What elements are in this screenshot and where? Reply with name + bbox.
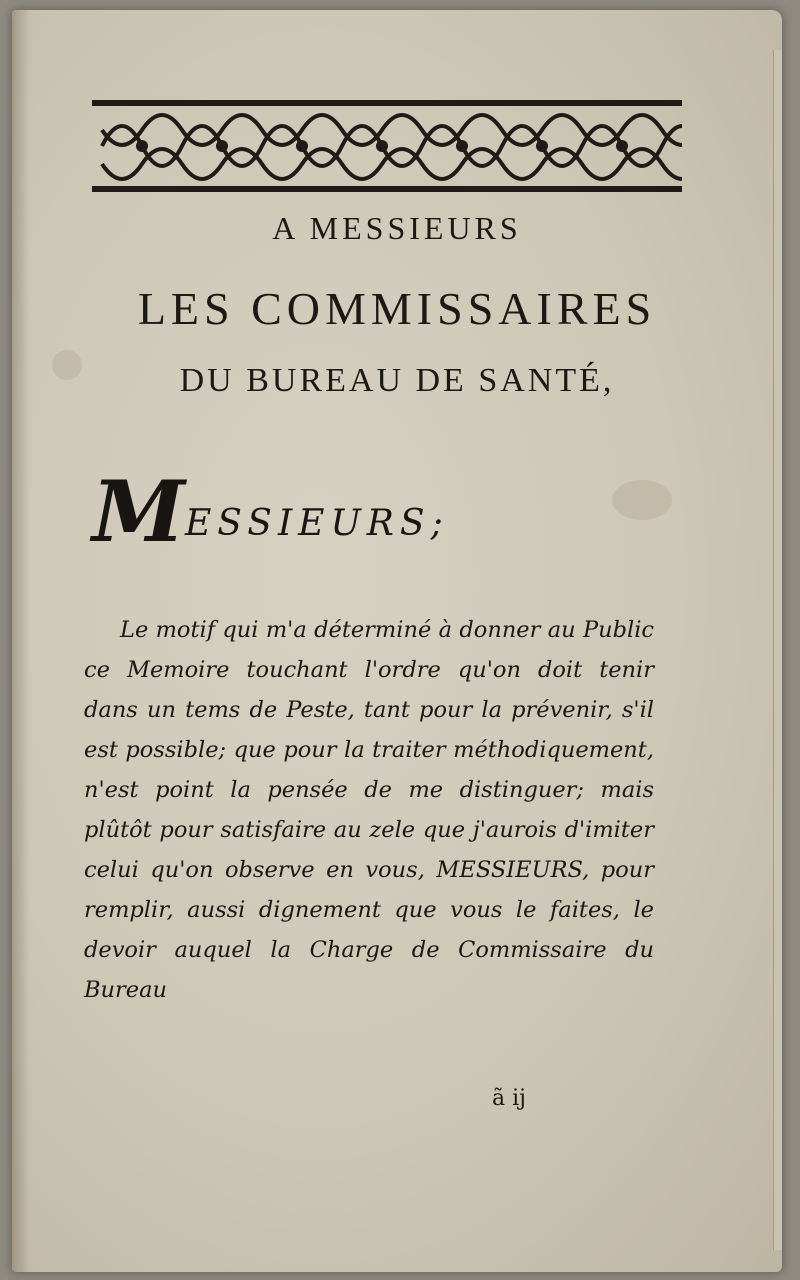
- body-paragraph: Le motif qui m'a déterminé à donner au Public ce Memoire touchant l'ordre qu'on doit tenir dans un tems de Peste, tant pour la prévenir, s'il est possible; que pour la traiter méthodiquement, n'est point la pensée de me distinguer; mais plûtôt pour satisfaire au zele que j'aurois d'imiter celui qu'on observe en vous, MESSIEURS, pour remplir, aussi dignement que vous le faites, le devoir auquel la Charge de Commissaire du Bureau: [84, 617, 654, 1003]
- signature-mark: ã ij: [492, 1086, 526, 1111]
- salutation-rest: ESSIEURS;: [184, 503, 449, 544]
- heading-line-3: DU BUREAU DE SANTÉ,: [179, 362, 615, 399]
- heading-line-2: LES COMMISSAIRES: [137, 283, 657, 334]
- ornament-icon: [92, 100, 682, 192]
- heading-line-1: A MESSIEURS: [272, 210, 522, 246]
- book-page: [12, 10, 782, 1272]
- salutation: [92, 462, 652, 561]
- page-edge: [773, 50, 782, 1250]
- salutation-initial: M: [92, 462, 185, 561]
- body-text: [84, 610, 654, 1010]
- decorative-headpiece: [92, 100, 682, 192]
